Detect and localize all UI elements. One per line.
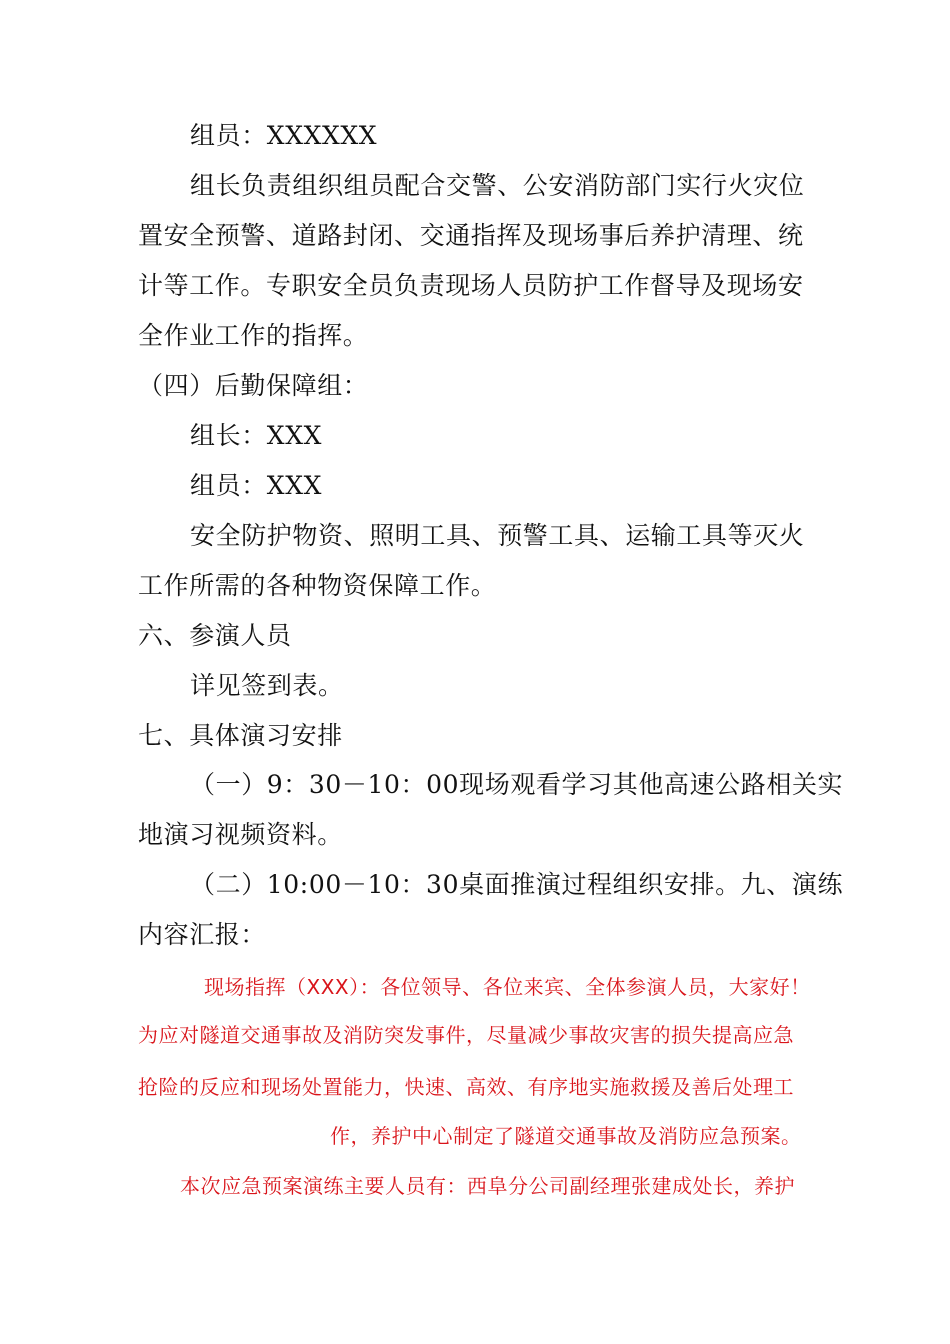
text-line: 内容汇报： (138, 920, 267, 949)
text-line: 全作业工作的指挥。 (138, 321, 369, 350)
red-text-line: 本次应急预案演练主要人员有：西阜分公司副经理张建成处长，养护 (180, 1174, 795, 1198)
text-line: 组员：XXX (190, 471, 322, 500)
section-heading: （四）后勤保障组： (138, 371, 369, 400)
text-line: 地演习视频资料。 (138, 820, 343, 849)
section-heading: 六、参演人员 (138, 621, 292, 650)
text-line: 安全防护物资、照明工具、预警工具、运输工具等灭火 (190, 521, 805, 550)
red-text-line: 为应对隧道交通事故及消防突发事件，尽量减少事故灾害的损失提高应急 (138, 1023, 794, 1047)
red-text-line: 抢险的反应和现场处置能力，快速、高效、有序地实施救援及善后处理工 (138, 1075, 794, 1099)
text-line: 计等工作。专职安全员负责现场人员防护工作督导及现场安 (138, 271, 804, 300)
text-line: （二）10:00－10：30桌面推演过程组织安排。九、演练 (190, 870, 844, 899)
red-text-line: 现场指挥（XXX）：各位领导、各位来宾、全体参演人员，大家好！ (204, 975, 811, 999)
text-line: 置安全预警、道路封闭、交通指挥及现场事后养护清理、统 (138, 221, 804, 250)
text-line: 组长负责组织组员配合交警、公安消防部门实行火灾位 (190, 171, 805, 200)
red-text-line: 作，养护中心制定了隧道交通事故及消防应急预案。 (330, 1124, 802, 1148)
text-line: 组长：XXX (190, 421, 322, 450)
text-line: 组员：XXXXXX (190, 121, 378, 150)
text-line: 工作所需的各种物资保障工作。 (138, 571, 497, 600)
text-line: 详见签到表。 (190, 671, 344, 700)
text-line: （一）9：30－10：00现场观看学习其他高速公路相关实 (190, 770, 844, 799)
section-heading: 七、具体演习安排 (138, 721, 343, 750)
